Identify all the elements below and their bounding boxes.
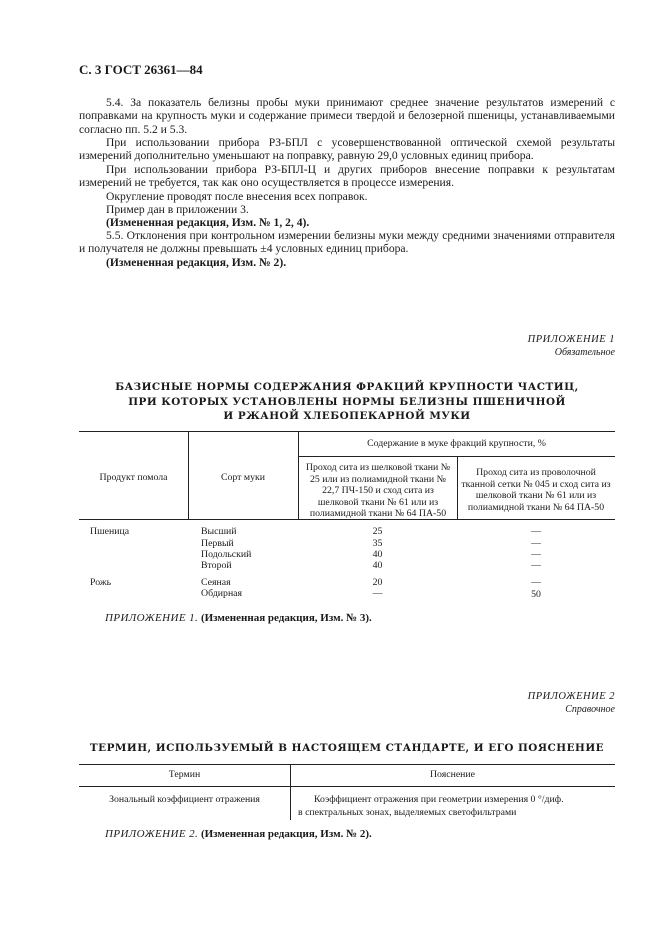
appendix-2-title: ТЕРМИН, ИСПОЛЬЗУЕМЫЙ В НАСТОЯЩЕМ СТАНДАРТЕ, И ЕГО ПОЯСНЕНИЕ [89,742,605,754]
table-row-wire: — [531,577,541,588]
table-row-product: Рожь [90,577,112,588]
amendment-note-1: (Измененная редакция, Изм. № 1, 2, 4). [106,216,310,229]
paragraph-rz-bpl: При использовании прибора РЗ-БПЛ с усовершенствованной оптической схемой результаты измерений дополнительно уменьшают на поправку, равную 29,0 условных единиц прибора. [79,136,615,163]
table-row-product: Пшеница [90,526,130,537]
table-1-header-group: Содержание в муке фракций крупности, % [367,438,546,449]
table-1-header-wire: Проход сита из проволочной тканной сетки № 045 и сход сита из шелковой ткани № 61 или из полиамидной ткани № 64 ПА-50 [461,467,611,513]
table-row-wire: — [531,560,541,571]
appendix-1-amendment [105,612,372,624]
appendix-1-title [79,380,615,424]
table-1-top-rule [79,431,615,432]
appendix-1-number: ПРИЛОЖЕНИЕ 1 [527,334,615,345]
table-1-divider [457,456,458,519]
table-2-explanation-line-2: в спектральных зонах, выделяемых светофильтрами [298,807,517,818]
paragraph-5-5: 5.5. Отклонения при контрольном измерении белизны муки между средними значениями отправителя и получателя не должны превышать ±4 условных единиц прибора. [79,229,615,256]
amendment-note-2: (Измененная редакция, Изм. № 2). [106,256,287,269]
title-line: И РЖАНОЙ ХЛЕБОПЕКАРНОЙ МУКИ [223,410,471,422]
table-2-explanation-line-1: Коэффициент отражения при геометрии измерения 0 °/диф. [314,794,564,805]
title-line: БАЗИСНЫЕ НОРМЫ СОДЕРЖАНИЯ ФРАКЦИЙ КРУПНОСТИ ЧАСТИЦ, [115,381,579,393]
appendix-2-status: Справочное [565,704,615,715]
table-2-top-rule [79,764,615,765]
appendix-2-number: ПРИЛОЖЕНИЕ 2 [527,691,615,702]
paragraph-rounding: Округление проводят после внесения всех поправок. [106,190,368,203]
table-1-header-grade: Сорт муки [220,472,266,483]
table-2-term: Зональный коэффициент отражения [109,794,260,805]
paragraph-example: Пример дан в приложении 3. [106,203,249,216]
table-row-silk: 25 [372,526,383,537]
appendix-1-note-text: (Измененная редакция, Изм. № 3). [200,612,372,624]
table-2-header-explanation: Пояснение [429,769,476,780]
title-line: ПРИ КОТОРЫХ УСТАНОВЛЕНЫ НОРМЫ БЕЛИЗНЫ ПШЕНИЧНОЙ [128,395,566,408]
page-header: С. 3 ГОСТ 26361—84 [79,62,203,77]
table-row-silk: — [372,588,383,599]
table-2-header-term: Термин [168,769,201,780]
table-row-grade: Сеяная [201,577,231,588]
appendix-2-amendment [105,828,372,840]
appendix-2-note-text: (Измененная редакция, Изм. № 2). [200,828,372,840]
appendix-1-note-label: ПРИЛОЖЕНИЕ 1. [105,612,199,624]
table-1-header-silk: Проход сита из шелковой ткани № 25 или из полиамидной ткани № 22,7 ПЧ-150 и сход сита из шелковой ткани № 61 или из полиамидной ткани № 64 ПА-50 [305,462,451,519]
appendix-1-status: Обязательное [554,347,615,358]
table-row-grade: Подольский [201,549,252,560]
table-row-grade: Обдирная [201,588,243,599]
paragraph-5-4: 5.4. За показатель белизны пробы муки принимают среднее значение результатов измерений с поправками на крупность муки и содержание примеси твердой и белозерной пшеницы, устанавливаемыми согласно пп. 5.2 и 5.3. [79,96,615,136]
paragraph-rz-bpl-c: При использовании прибора РЗ-БПЛ-Ц и других приборов внесение поправки к результатам измерений не требуется, так как оно осуществляется в процессе измерения. [79,163,615,190]
table-row-wire: 50 [531,589,541,600]
table-row-silk: 35 [372,538,383,549]
table-1-header-product: Продукт помола [99,472,168,483]
table-row-silk: 40 [372,560,383,571]
table-2-header-rule [79,786,615,787]
table-row-silk: 40 [372,549,383,560]
appendix-2-note-label: ПРИЛОЖЕНИЕ 2. [105,828,199,840]
table-row-grade: Первый [201,538,234,549]
table-row-wire: — [531,526,541,537]
table-row-grade: Второй [201,560,232,571]
table-row-grade: Высший [201,526,237,537]
table-row-silk: 20 [372,577,383,588]
table-row-wire: — [531,549,541,560]
table-row-wire: — [531,538,541,549]
appendix-1-label [528,333,615,359]
appendix-2-label [528,690,615,716]
